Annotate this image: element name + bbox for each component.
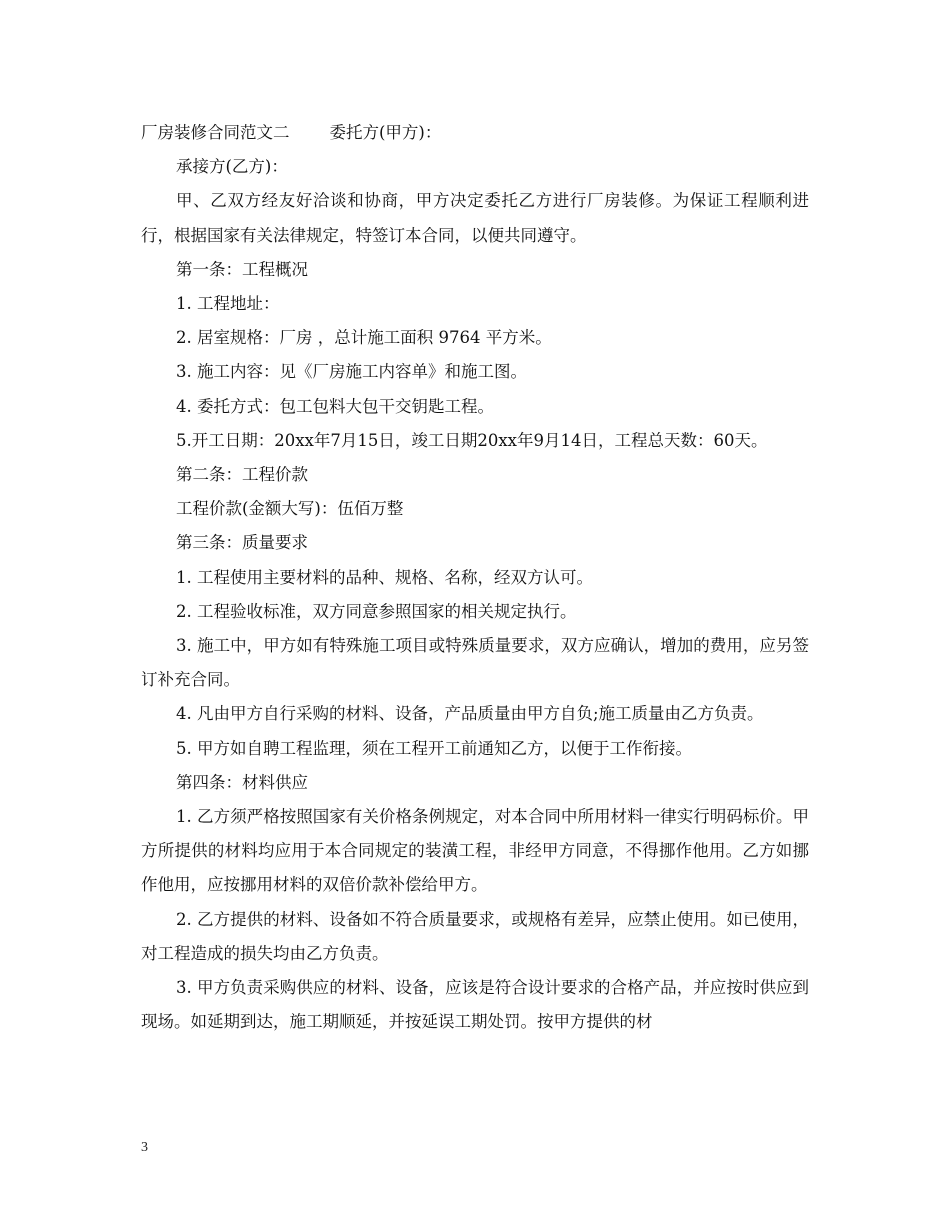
clause-3-2: 2. 工程验收标准，双方同意参照国家的相关规定执行。 [176, 601, 577, 621]
page-number: 3 [141, 1140, 148, 1155]
section-heading-2: 第二条：工程价款 [176, 465, 308, 485]
clause-1-4: 4. 委托方式：包工包料大包干交钥匙工程。 [176, 396, 494, 416]
document-title: 厂房装修合同范文二 [141, 123, 290, 142]
clause-3-5: 5. 甲方如自聘工程监理，须在工程开工前通知乙方，以便于工作衔接。 [176, 738, 692, 758]
clause-4-3: 3. 甲方负责采购供应的材料、设备，应该是符合设计要求的合格产品，并应按时供应到现场。如延期到达，施工期顺延，并按延误工期处罚。按甲方提供的材 [141, 978, 809, 1032]
clause-1-2: 2. 居室规格：厂房 ，总计施工面积 9764 平方米。 [176, 328, 552, 348]
clause-1-1: 1. 工程地址： [176, 294, 280, 314]
clause-3-4: 4. 凡由甲方自行采购的材料、设备，产品质量由甲方自负;施工质量由乙方负责。 [176, 704, 764, 724]
document-header-line [141, 116, 809, 150]
clause-4-1: 1. 乙方须严格按照国家有关价格条例规定，对本合同中所用材料一律实行明码标价。甲方所提供的材料均应用于本合同规定的装潢工程，非经甲方同意，不得挪作他用。乙方如挪作他用，应按挪用材料的双倍价款补偿给甲方。 [141, 807, 809, 895]
clause-3-1: 1. 工程使用主要材料的品种、规格、名称，经双方认可。 [176, 567, 593, 587]
section-heading-4: 第四条：材料供应 [176, 772, 308, 792]
price-clause: 工程价款(金额大写)：伍佰万整 [176, 499, 404, 519]
clause-3-3: 3. 施工中，甲方如有特殊施工项目或特殊质量要求，双方应确认，增加的费用，应另签订补充合同。 [141, 636, 809, 690]
clause-4-2: 2. 乙方提供的材料、设备如不符合质量要求，或规格有差异，应禁止使用。如已使用，对工程造成的损失均由乙方负责。 [141, 909, 809, 963]
clause-1-3: 3. 施工内容：见《厂房施工内容单》和施工图。 [176, 362, 527, 382]
clause-1-5: 5.开工日期：20xx年7月15日，竣工日期20xx年9月14日，工程总天数：60天。 [176, 430, 768, 450]
section-heading-3: 第三条：质量要求 [176, 533, 308, 553]
party-b-label: 承接方(乙方)： [176, 157, 288, 177]
section-heading-1: 第一条：工程概况 [176, 259, 308, 279]
party-a-label: 委托方(甲方)： [329, 123, 442, 142]
document-body [141, 116, 809, 1039]
preamble-paragraph: 甲、乙双方经友好洽谈和协商，甲方决定委托乙方进行厂房装修。为保证工程顺利进行，根据国家有关法律规定，特签订本合同，以便共同遵守。 [141, 191, 809, 245]
